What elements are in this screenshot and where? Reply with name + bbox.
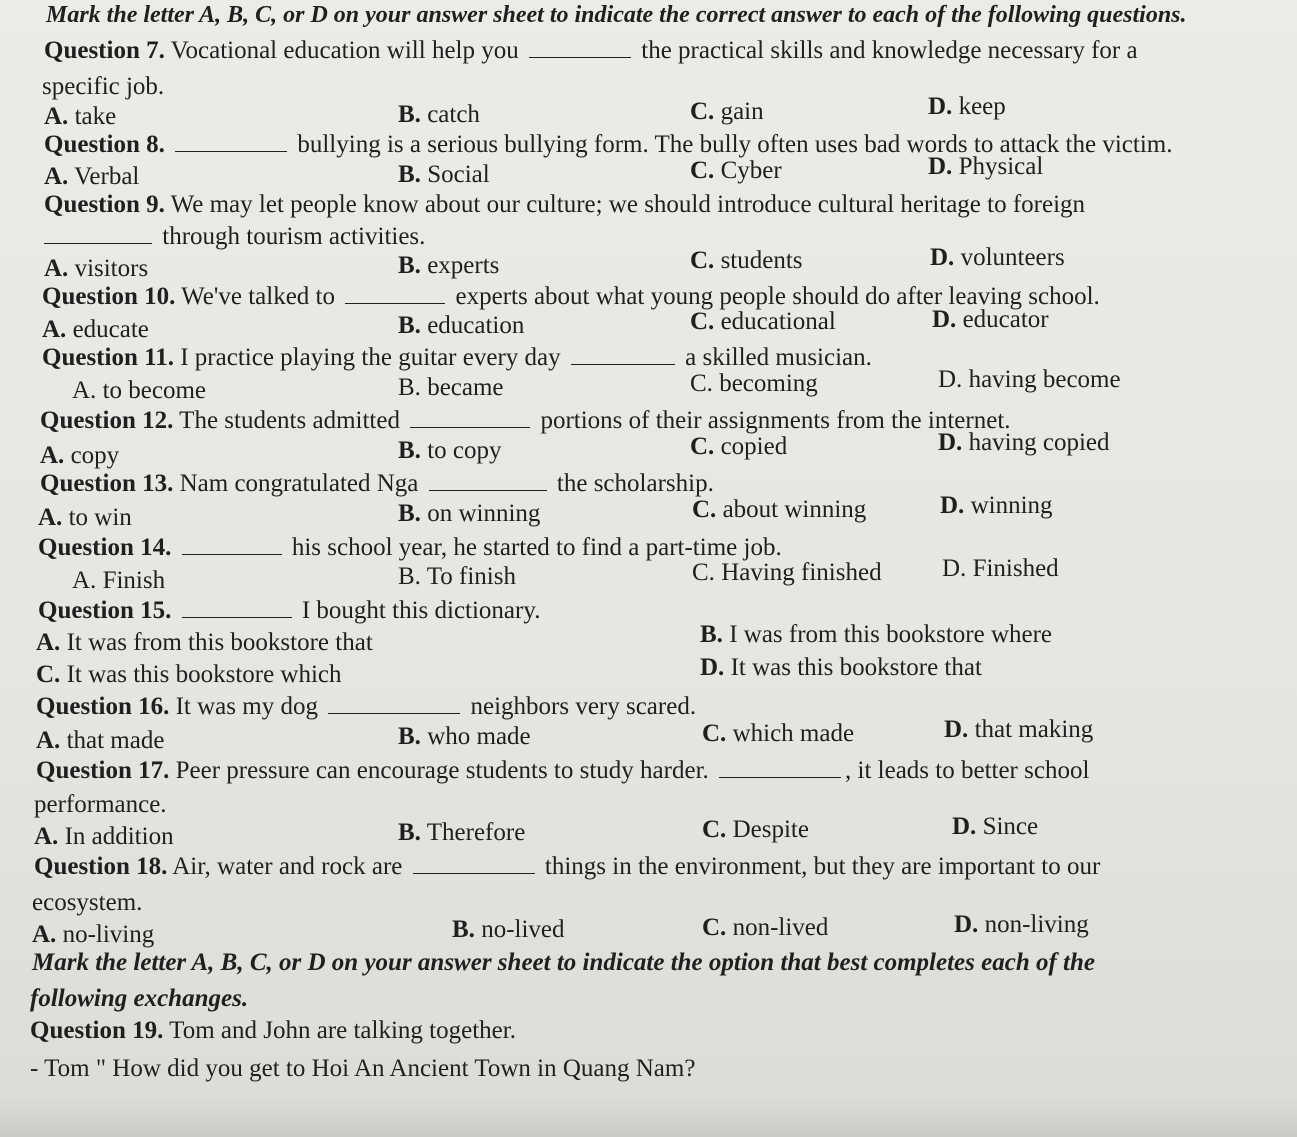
q11-option-d bbox=[938, 365, 1121, 395]
option-letter: A. bbox=[40, 442, 65, 469]
option-letter: A. bbox=[72, 377, 97, 404]
question-number: Question 12. bbox=[40, 407, 174, 434]
q12-option-b bbox=[398, 436, 501, 466]
question-text: Peer pressure can encourage students to study harder. bbox=[175, 757, 709, 784]
q9-option-a bbox=[44, 254, 148, 284]
option-text: on winning bbox=[427, 500, 541, 527]
q10-option-d bbox=[932, 305, 1049, 335]
option-text: to become bbox=[102, 377, 206, 404]
option-letter: B. bbox=[398, 819, 421, 846]
option-text: In addition bbox=[64, 823, 174, 850]
question-text: , it leads to better school bbox=[845, 757, 1090, 784]
answer-blank bbox=[719, 757, 841, 778]
q7-option-a bbox=[44, 102, 116, 132]
option-letter: C. bbox=[702, 720, 727, 747]
question-number: Question 14. bbox=[38, 534, 172, 561]
question-text: through tourism activities. bbox=[162, 223, 426, 250]
q14-option-c bbox=[692, 558, 882, 588]
option-text: became bbox=[427, 374, 504, 401]
option-text: visitors bbox=[74, 255, 149, 282]
q8-option-d bbox=[928, 152, 1043, 182]
q16-option-a bbox=[36, 726, 164, 756]
option-text: I was from this bookstore where bbox=[729, 621, 1053, 648]
question-text: a skilled musician. bbox=[685, 344, 872, 371]
answer-blank bbox=[182, 597, 292, 618]
q12-option-c bbox=[690, 432, 787, 462]
option-letter: D. bbox=[928, 153, 953, 180]
option-letter: D. bbox=[700, 654, 725, 681]
option-letter: B. bbox=[452, 916, 475, 943]
option-letter: B. bbox=[398, 312, 421, 339]
question-number: Question 19. bbox=[30, 1017, 164, 1044]
option-text: It was this bookstore that bbox=[730, 654, 982, 681]
question-7 bbox=[44, 36, 1138, 66]
option-text: non-lived bbox=[732, 914, 829, 941]
q15-option-c bbox=[36, 660, 342, 690]
option-text: It was this bookstore which bbox=[66, 661, 342, 688]
answer-blank bbox=[429, 470, 547, 491]
question-17 bbox=[36, 756, 1089, 786]
q13-option-a bbox=[38, 503, 132, 533]
question-17-continuation: performance. bbox=[34, 791, 167, 818]
option-letter: A. bbox=[32, 921, 57, 948]
q14-option-a bbox=[72, 566, 165, 596]
q12-option-d bbox=[938, 428, 1110, 458]
question-7-continuation: specific job. bbox=[42, 73, 165, 100]
q12-option-a bbox=[40, 441, 119, 471]
option-letter: C. bbox=[690, 370, 713, 397]
option-text: no-lived bbox=[481, 916, 565, 943]
question-number: Question 9. bbox=[44, 191, 165, 218]
q15-option-b bbox=[700, 620, 1052, 650]
answer-blank bbox=[345, 283, 445, 304]
option-text: that made bbox=[66, 727, 165, 754]
option-letter: D. bbox=[938, 366, 963, 393]
question-number: Question 8. bbox=[44, 131, 165, 158]
question-text: I bought this dictionary. bbox=[301, 597, 541, 624]
option-text: copy bbox=[70, 442, 120, 469]
answer-blank bbox=[328, 693, 460, 714]
option-letter: C. bbox=[690, 433, 715, 460]
q10-option-c bbox=[690, 307, 836, 337]
q16-option-b bbox=[398, 722, 531, 752]
option-letter: C. bbox=[690, 308, 715, 335]
q9-option-c bbox=[690, 246, 803, 276]
q9-option-d bbox=[930, 243, 1065, 273]
option-text: no-living bbox=[62, 921, 155, 948]
option-letter: D. bbox=[954, 911, 979, 938]
question-text: experts about what young people should do after leaving school. bbox=[455, 283, 1100, 310]
option-letter: D. bbox=[952, 813, 977, 840]
page-shadow bbox=[0, 1097, 1297, 1137]
instruction-part1: Mark the letter A, B, C, or D on your answer sheet to indicate the correct answer to each of the following questions. bbox=[46, 2, 1187, 28]
option-text: having copied bbox=[968, 429, 1110, 456]
option-text: gain bbox=[720, 98, 764, 125]
option-text: keep bbox=[958, 93, 1006, 120]
instruction-part2-line2: following exchanges. bbox=[30, 985, 249, 1012]
question-15 bbox=[38, 596, 540, 626]
option-text: non-living bbox=[984, 911, 1089, 938]
option-letter: B. bbox=[398, 161, 421, 188]
answer-blank bbox=[410, 407, 530, 428]
option-text: to win bbox=[68, 504, 132, 531]
q17-option-c bbox=[702, 815, 809, 845]
option-text: Verbal bbox=[74, 163, 140, 190]
option-letter: C. bbox=[702, 914, 727, 941]
option-letter: A. bbox=[42, 316, 67, 343]
q8-option-b bbox=[398, 160, 490, 190]
q14-option-b bbox=[398, 562, 516, 592]
option-text: educator bbox=[962, 306, 1049, 333]
option-text: take bbox=[74, 103, 117, 130]
answer-blank bbox=[413, 853, 535, 874]
option-letter: A. bbox=[36, 727, 61, 754]
option-letter: D. bbox=[942, 555, 967, 582]
q9-option-b bbox=[398, 251, 499, 281]
option-letter: B. bbox=[398, 723, 421, 750]
option-letter: C. bbox=[692, 496, 717, 523]
question-number: Question 18. bbox=[34, 853, 168, 880]
answer-blank bbox=[175, 131, 287, 152]
option-letter: A. bbox=[44, 163, 69, 190]
q7-option-b bbox=[398, 100, 480, 130]
option-letter: B. bbox=[398, 500, 421, 527]
option-text: Since bbox=[982, 813, 1039, 840]
question-text: We may let people know about our culture; we should introduce cultural heritage to foreign bbox=[170, 191, 1086, 218]
option-text: students bbox=[720, 247, 803, 274]
instruction-part2-line1: Mark the letter A, B, C, or D on your answer sheet to indicate the option that best completes each of the bbox=[32, 949, 1095, 976]
question-text: portions of their assignments from the internet. bbox=[540, 407, 1011, 434]
question-text: Nam congratulated Nga bbox=[179, 470, 419, 497]
option-letter: A. bbox=[44, 103, 69, 130]
question-number: Question 16. bbox=[36, 693, 170, 720]
option-letter: A. bbox=[44, 255, 69, 282]
q11-option-c bbox=[690, 369, 818, 399]
option-letter: B. bbox=[398, 437, 421, 464]
q8-option-c bbox=[690, 156, 782, 186]
question-text: I practice playing the guitar every day bbox=[180, 344, 561, 371]
option-letter: C. bbox=[690, 157, 715, 184]
option-text: having become bbox=[968, 366, 1121, 393]
answer-blank bbox=[182, 534, 282, 555]
answer-blank bbox=[529, 37, 631, 58]
option-letter: D. bbox=[932, 306, 957, 333]
option-text: To finish bbox=[426, 563, 516, 590]
option-letter: A. bbox=[72, 567, 97, 594]
option-text: winning bbox=[970, 492, 1053, 519]
option-letter: B. bbox=[398, 101, 421, 128]
question-number: Question 15. bbox=[38, 597, 172, 624]
question-text: his school year, he started to find a part-time job. bbox=[291, 534, 782, 561]
q15-option-a bbox=[36, 628, 373, 658]
question-16 bbox=[36, 692, 696, 722]
option-text: about winning bbox=[722, 496, 867, 523]
option-text: volunteers bbox=[960, 244, 1065, 271]
option-text: which made bbox=[732, 720, 855, 747]
option-text: who made bbox=[427, 723, 531, 750]
question-text: The students admitted bbox=[179, 407, 400, 434]
question-19-dialogue: - Tom " How did you get to Hoi An Ancient Town in Quang Nam? bbox=[30, 1055, 696, 1082]
option-text: educate bbox=[72, 316, 149, 343]
option-text: Cyber bbox=[720, 157, 782, 184]
q16-option-c bbox=[702, 719, 854, 749]
q18-option-c bbox=[702, 913, 828, 943]
option-letter: B. bbox=[398, 252, 421, 279]
option-text: education bbox=[427, 312, 525, 339]
option-letter: C. bbox=[36, 661, 61, 688]
option-text: Finish bbox=[102, 567, 166, 594]
q7-option-c bbox=[690, 97, 764, 127]
option-text: catch bbox=[427, 101, 480, 128]
question-text: things in the environment, but they are important to our bbox=[544, 853, 1101, 880]
question-9-continuation bbox=[44, 222, 425, 252]
question-text: neighbors very scared. bbox=[470, 693, 697, 720]
q17-option-b bbox=[398, 818, 525, 848]
option-text: Therefore bbox=[426, 819, 526, 846]
q10-option-a bbox=[42, 315, 149, 345]
question-number: Question 7. bbox=[44, 37, 165, 64]
option-text: copied bbox=[720, 433, 788, 460]
option-text: Physical bbox=[958, 153, 1044, 180]
option-letter: C. bbox=[702, 816, 727, 843]
q13-option-d bbox=[940, 491, 1053, 521]
option-text: Having finished bbox=[721, 559, 882, 586]
q8-option-a bbox=[44, 162, 139, 192]
question-text: the practical skills and knowledge necessary for a bbox=[641, 37, 1138, 64]
question-number: Question 13. bbox=[40, 470, 174, 497]
question-12 bbox=[40, 406, 1011, 436]
option-text: Social bbox=[427, 161, 490, 188]
question-19 bbox=[30, 1016, 516, 1046]
q15-option-d bbox=[700, 653, 982, 683]
q13-option-b bbox=[398, 499, 540, 529]
option-letter: D. bbox=[944, 716, 969, 743]
question-14 bbox=[38, 533, 782, 563]
answer-blank bbox=[571, 344, 675, 365]
option-text: educational bbox=[720, 308, 836, 335]
option-letter: A. bbox=[34, 823, 59, 850]
question-18-continuation: ecosystem. bbox=[32, 889, 143, 916]
option-letter: D. bbox=[940, 492, 965, 519]
option-letter: B. bbox=[398, 563, 421, 590]
question-text: bullying is a serious bullying form. The bully often uses bad words to attack the victim. bbox=[297, 131, 1173, 158]
option-text: becoming bbox=[719, 370, 818, 397]
option-letter: A. bbox=[36, 629, 61, 656]
question-text: Vocational education will help you bbox=[170, 37, 519, 64]
question-number: Question 11. bbox=[42, 344, 174, 371]
option-text: to copy bbox=[427, 437, 502, 464]
option-text: experts bbox=[427, 252, 500, 279]
question-text: It was my dog bbox=[175, 693, 318, 720]
question-text: Air, water and rock are bbox=[172, 853, 403, 880]
q11-option-a bbox=[72, 376, 206, 406]
q18-option-d bbox=[954, 910, 1089, 940]
option-letter: D. bbox=[928, 93, 953, 120]
question-text: Tom and John are talking together. bbox=[169, 1017, 516, 1044]
q18-option-b bbox=[452, 915, 565, 945]
q18-option-a bbox=[32, 920, 154, 950]
option-letter: D. bbox=[938, 429, 963, 456]
question-18 bbox=[34, 852, 1100, 882]
q17-option-a bbox=[34, 822, 174, 852]
question-9 bbox=[44, 190, 1085, 220]
q10-option-b bbox=[398, 311, 524, 341]
option-letter: C. bbox=[692, 559, 715, 586]
option-letter: B. bbox=[700, 621, 723, 648]
option-text: that making bbox=[974, 716, 1094, 743]
question-text: the scholarship. bbox=[556, 470, 714, 497]
q16-option-d bbox=[944, 715, 1093, 745]
option-letter: B. bbox=[398, 374, 421, 401]
option-letter: C. bbox=[690, 247, 715, 274]
option-letter: D. bbox=[930, 244, 955, 271]
q13-option-c bbox=[692, 495, 866, 525]
question-text: We've talked to bbox=[181, 283, 335, 310]
question-13 bbox=[40, 469, 714, 499]
option-text: It was from this bookstore that bbox=[66, 629, 373, 656]
answer-blank bbox=[44, 223, 152, 244]
option-text: Finished bbox=[972, 555, 1059, 582]
q14-option-d bbox=[942, 554, 1059, 584]
q17-option-d bbox=[952, 812, 1038, 842]
q11-option-b bbox=[398, 373, 504, 403]
option-text: Despite bbox=[732, 816, 809, 843]
q7-option-d bbox=[928, 92, 1006, 122]
question-number: Question 10. bbox=[42, 283, 176, 310]
question-number: Question 17. bbox=[36, 757, 170, 784]
option-letter: C. bbox=[690, 98, 715, 125]
option-letter: A. bbox=[38, 504, 63, 531]
